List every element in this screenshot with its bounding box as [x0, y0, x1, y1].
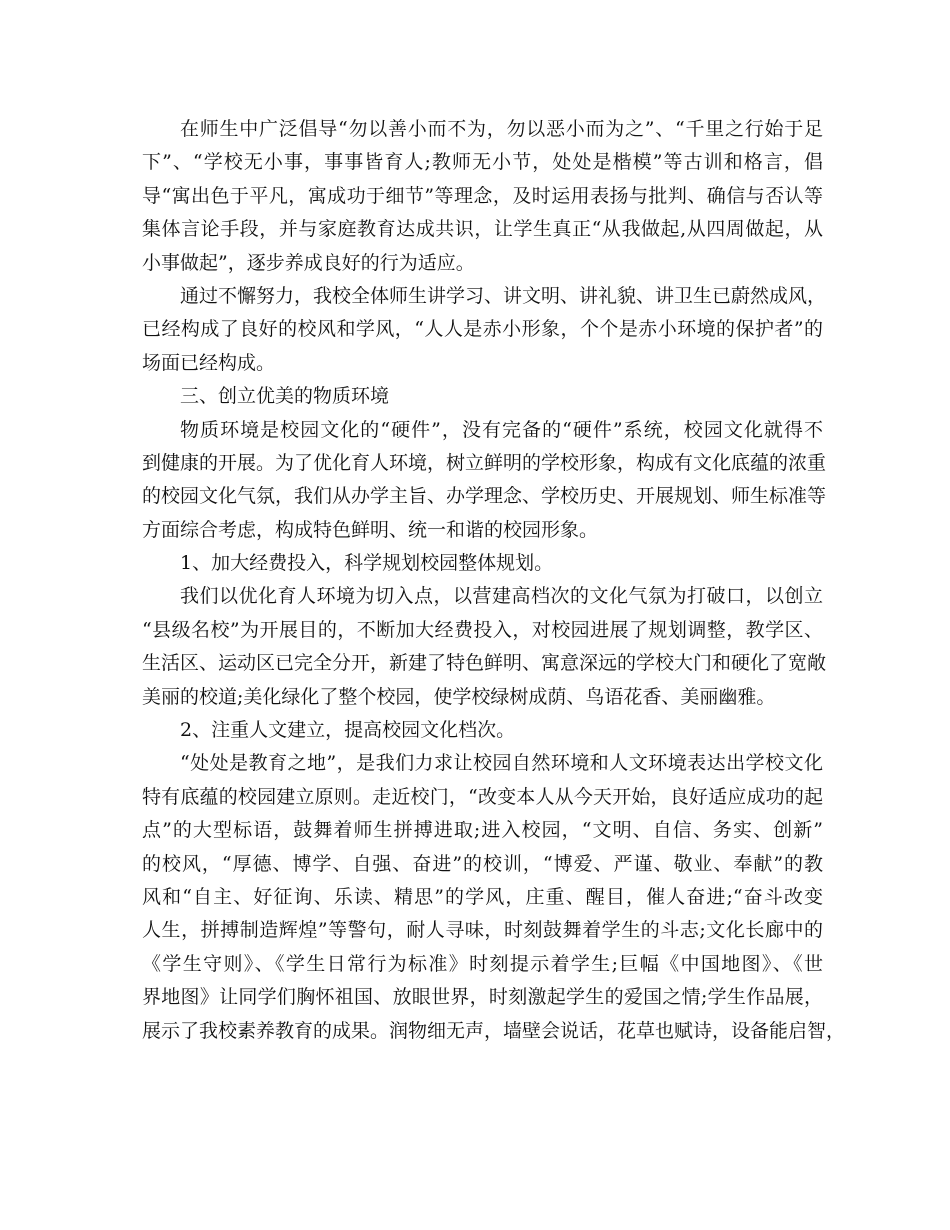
paragraph-line: 导“寓出色于平凡，寓成功于细节”等理念，及时运用表扬与批判、确信与否认等 [142, 184, 823, 207]
paragraph-line: 下”、“学校无小事，事事皆育人;教师无小节，处处是楷模”等古训和格言，倡 [142, 151, 823, 174]
paragraph-line: 集体言论手段，并与家庭教育达成共识，让学生真正“从我做起,从四周做起，从 [142, 218, 823, 241]
paragraph-line: 界地图》让同学们胸怀祖国、放眼世界，时刻激起学生的爱国之情;学生作品展， [142, 986, 823, 1009]
paragraph-line: 人生，拼搏制造辉煌”等警句，耐人寻味，时刻鼓舞着学生的斗志;文化长廊中的 [142, 919, 823, 942]
paragraph-line: 展示了我校素养教育的成果。润物细无声，墙壁会说话，花草也赋诗，设备能启智， [142, 1019, 846, 1042]
paragraph-line: “县级名校”为开展目的，不断加大经费投入，对校园进展了规划调整，教学区、 [142, 618, 823, 641]
paragraph-line: 我们以优化育人环境为切入点，以营建高档次的文化气氛为打破口，以创立 [180, 585, 823, 608]
document-body [142, 113, 846, 1048]
paragraph-line: 美丽的校道;美化绿化了整个校园，使学校绿树成荫、鸟语花香、美丽幽雅。 [142, 685, 776, 708]
paragraph-line: 小事做起”，逐步养成良好的行为适应。 [142, 251, 475, 274]
paragraph-line: 场面已经构成。 [142, 351, 276, 374]
section-heading: 三、创立优美的物质环境 [180, 385, 390, 408]
paragraph-line: 的校风，“厚德、博学、自强、奋进”的校训，“博爱、严谨、敬业、奉献”的教 [142, 852, 823, 875]
paragraph-line: 风和“自主、好征询、乐读、精思”的学风，庄重、醒目，催人奋进;“奋斗改变 [142, 885, 823, 908]
subsection-heading: 1、加大经费投入，科学规划校园整体规划。 [180, 552, 554, 575]
paragraph-line: 特有底蕴的校园建立原则。走近校门，“改变本人从今天开始，良好适应成功的起 [142, 785, 823, 808]
paragraph-line: 生活区、运动区已完全分开，新建了特色鲜明、寓意深远的学校大门和硬化了宽敞 [142, 652, 827, 675]
paragraph-line: 方面综合考虑，构成特色鲜明、统一和谐的校园形象。 [142, 518, 599, 541]
paragraph-line: 已经构成了良好的校风和学风，“人人是赤小形象，个个是赤小环境的保护者”的 [142, 318, 823, 341]
paragraph-line: 点”的大型标语，鼓舞着师生拼搏进取;进入校园，“文明、自信、务实、创新” [142, 819, 823, 842]
paragraph-line: 在师生中广泛倡导“勿以善小而不为，勿以恶小而为之”、“千里之行始于足 [180, 118, 823, 140]
paragraph-line: “处处是教育之地”，是我们力求让校园自然环境和人文环境表达出学校文化 [180, 752, 823, 775]
paragraph-line: 物质环境是校园文化的“硬件”，没有完备的“硬件”系统，校园文化就得不 [180, 418, 823, 441]
paragraph-line: 通过不懈努力，我校全体师生讲学习、讲文明、讲礼貌、讲卫生已蔚然成风， [180, 284, 827, 307]
paragraph-line: 的校园文化气氛，我们从办学主旨、办学理念、学校历史、开展规划、师生标准等 [142, 485, 827, 508]
subsection-heading: 2、注重人文建立，提高校园文化档次。 [180, 719, 516, 742]
paragraph-line: 到健康的开展。为了优化育人环境，树立鲜明的学校形象，构成有文化底蕴的浓重 [142, 451, 827, 474]
paragraph-line: 《学生守则》、《学生日常行为标准》时刻提示着学生;巨幅《中国地图》、《世 [142, 952, 823, 975]
